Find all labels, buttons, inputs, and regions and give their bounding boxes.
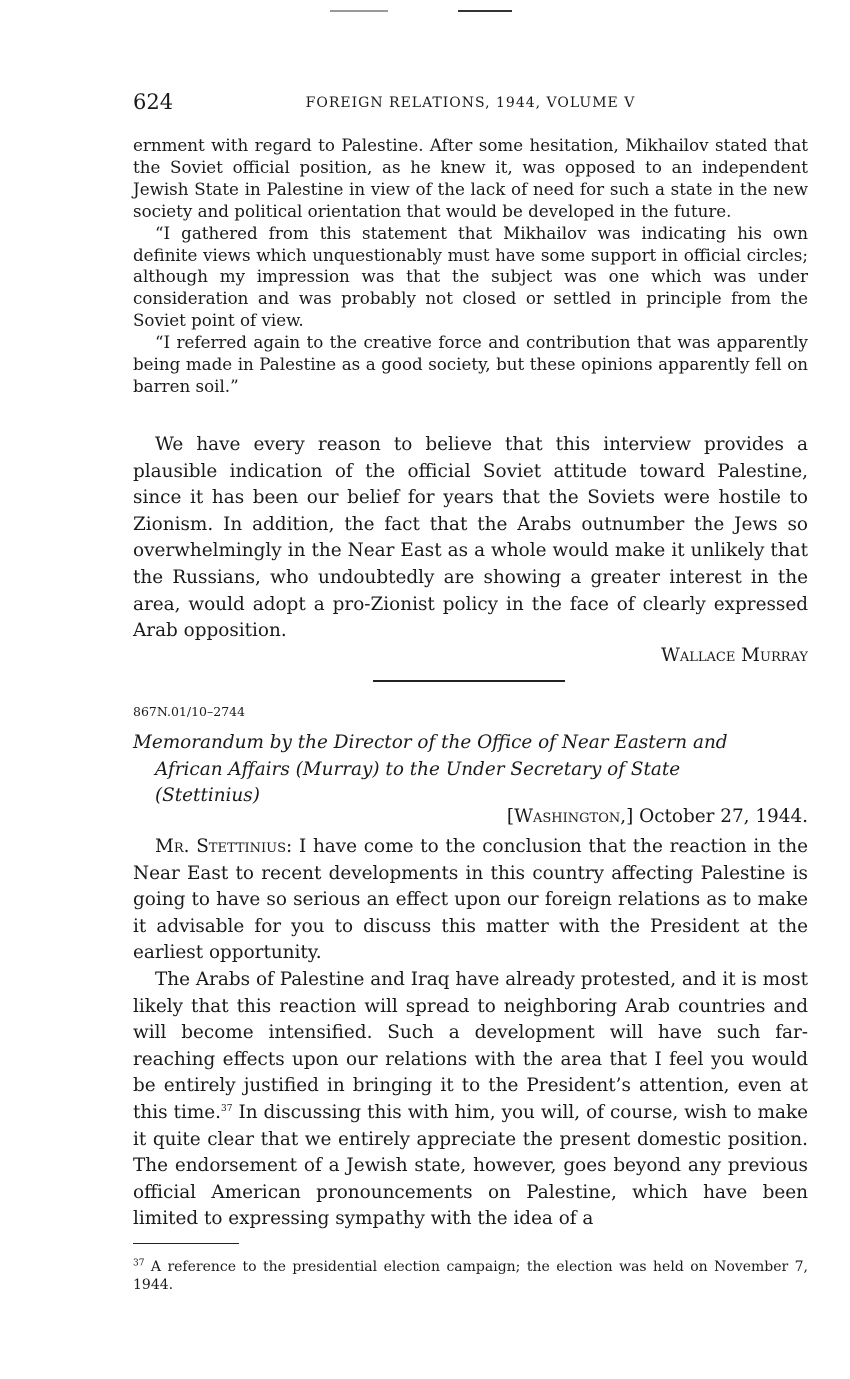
body-section-1 xyxy=(133,432,808,645)
section-divider xyxy=(373,680,565,682)
memo-title xyxy=(133,730,808,810)
memo-paragraph-1-text: I have come to the conclusion that the reaction in the Near East to recent developments in this country affecting Palestine is going to have so serious an effect upon our foreign relations as to make it advisable for you to discuss this matter with the President at the earliest opportunity. xyxy=(133,836,808,964)
signature: Wallace Murray xyxy=(660,645,808,666)
footnote-rule xyxy=(133,1243,239,1244)
memo-title-line-1: Memorandum by the Director of the Office of Near Eastern and xyxy=(133,732,728,753)
salutation: Mr. Stettinius: xyxy=(155,836,293,857)
dateline-place: Washington, xyxy=(514,806,627,827)
footnote-number: 37 xyxy=(133,1258,145,1269)
quoted-excerpt xyxy=(133,135,808,398)
memo-title-line-2: African Affairs (Murray) to the Under Secretary of State xyxy=(155,758,681,780)
page-header xyxy=(133,90,808,116)
footnote xyxy=(133,1258,808,1294)
memo-paragraph-2-part-1: The Arabs of Palestine and Iraq have already protested, and it is most likely that this reaction will spread to neighboring Arab countries and will become intensified. Such a development will have such far-reaching effects upon our relations with the area that I feel you would be entirely justified in bringing it to the President’s attention, even at this time. xyxy=(133,968,808,1123)
dateline: [Washington,] October 27, 1944. xyxy=(506,806,808,827)
body-paragraph-1: We have every reason to believe that this interview provides a plausible indication of the official Soviet attitude toward Palestine, since it has been our belief for years that the Soviets were hostile to Zionism. In addition, the fact that the Arabs outnumber the Jews so overwhelmingly in the Near East as a whole would make it unlikely that the Russians, who undoubtedly are showing a greater interest in the area, would adopt a pro-Zionist policy in the face of clearly expressed Arab opposition. xyxy=(133,434,808,642)
dateline-date: October 27, 1944. xyxy=(639,806,808,827)
excerpt-paragraph-1: ernment with regard to Palestine. After some hesitation, Mikhailov stated that the Soviet official position, as he knew it, was opposed to an independent Jewish State in Palestine in view of the lack of need for such a state in the new society and political orientation that would be developed in the future. xyxy=(133,135,808,221)
document-id: 867N.01/10–2744 xyxy=(133,704,246,719)
page-number: 624 xyxy=(133,90,174,114)
excerpt-paragraph-2: “I gathered from this statement that Mikhailov was indicating his own definite views which unquestionably must have some support in official circles; although my impression was that the subject was one which was under consideration and was probably not closed or settled in principle from the Soviet point of view. xyxy=(133,222,808,331)
memo-paragraph-2-part-2: In discussing this with him, you will, of course, wish to make it quite clear that we entirely appreciate the present domestic position. The endorsement of a Jewish state, however, goes beyond any previous official American pronouncements on Palestine, which have been limited to expressing sympathy with the idea of a xyxy=(133,1101,808,1230)
memo-paragraph-1 xyxy=(133,834,808,967)
memo-title-line-3: (Stettinius) xyxy=(155,785,260,806)
footnote-text: A reference to the presidential election campaign; the election was held on November 7, 1944. xyxy=(133,1259,809,1293)
excerpt-paragraph-3: “I referred again to the creative force and contribution that was apparently being made in Palestine as a good society, but these opinions apparently fell on barren soil.” xyxy=(133,332,808,396)
memo-paragraph-2 xyxy=(133,967,808,1233)
footnote-reference: 37 xyxy=(221,1103,233,1114)
running-title: FOREIGN RELATIONS, 1944, VOLUME V xyxy=(305,95,636,111)
top-edge-rule-right xyxy=(458,10,512,12)
memo-body xyxy=(133,834,808,1233)
top-edge-rule-left xyxy=(330,10,388,12)
